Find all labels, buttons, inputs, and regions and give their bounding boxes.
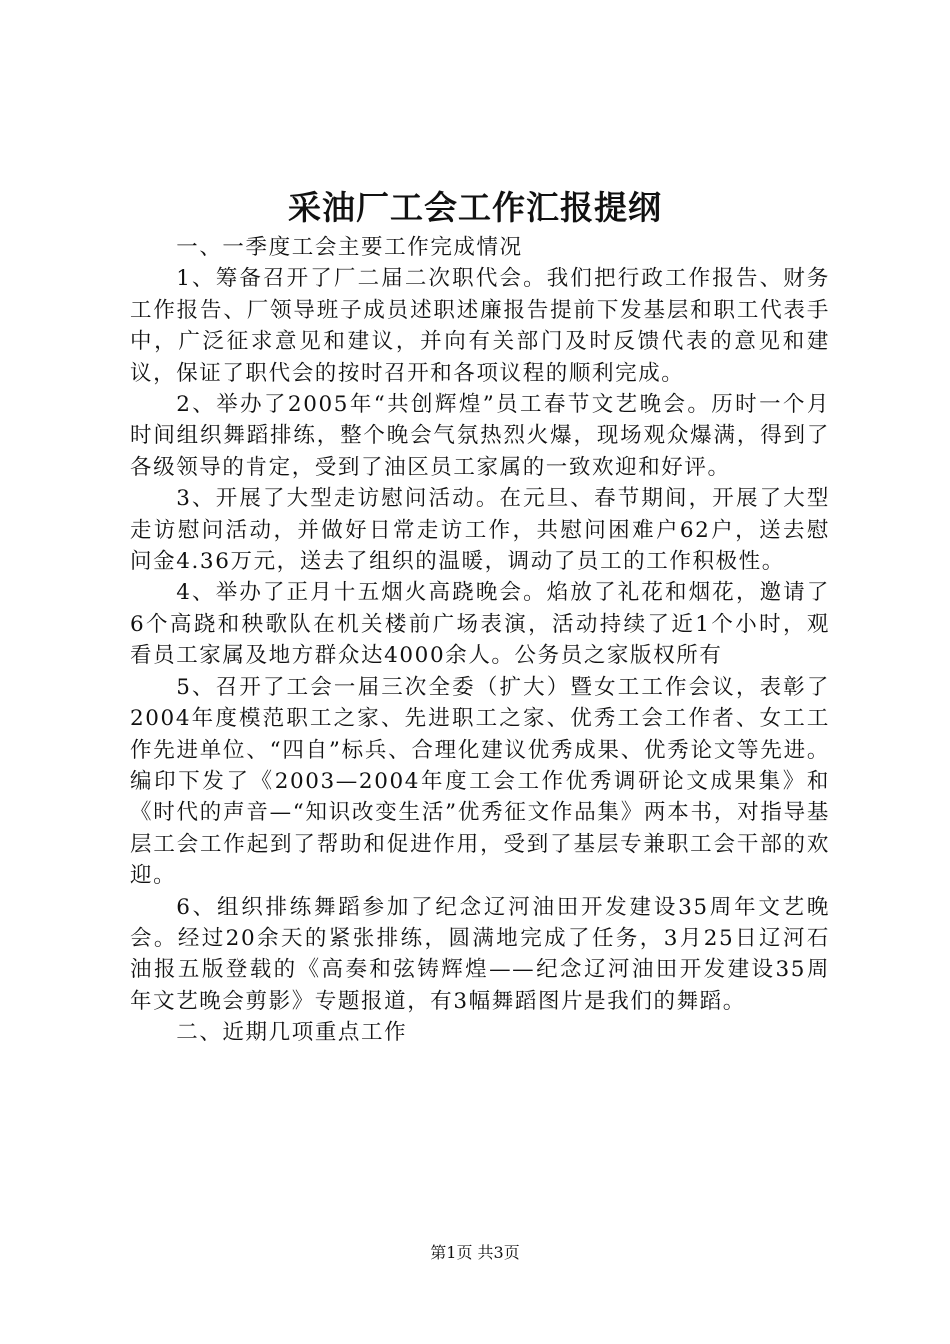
page-number-footer: 第1页 共3页 <box>430 1243 520 1262</box>
section-heading-1: 一、一季度工会主要工作完成情况 <box>176 235 523 260</box>
paragraph-6: 6、组织排练舞蹈参加了纪念辽河油田开发建设35周年文艺晚会。经过20余天的紧张排练，圆满地完成了任务，3月25日辽河石油报五版登载的《高奏和弦铸辉煌——纪念辽河油田开发建设35周年文艺晚会剪影》专题报道，有3幅舞蹈图片是我们的舞蹈。 <box>130 894 830 1014</box>
paragraph-5: 5、召开了工会一届三次全委（扩大）暨女工工作会议，表彰了2004年度模范职工之家、先进职工之家、优秀工会工作者、女工工作先进单位、“四自”标兵、合理化建议优秀成果、优秀论文等先进。编印下发了《2003—2004年度工会工作优秀调研论文成果集》和《时代的声音—“知识改变生活”优秀征文作品集》两本书，对指导基层工会工作起到了帮助和促进作用，受到了基层专兼职工会干部的欢迎。 <box>130 674 830 889</box>
paragraph-3: 3、开展了大型走访慰问活动。在元旦、春节期间，开展了大型走访慰问活动，并做好日常走访工作，共慰问困难户62户，送去慰问金4.36万元，送去了组织的温暖，调动了员工的工作积极性。 <box>130 486 830 575</box>
paragraph-4: 4、举办了正月十五烟火高跷晚会。焰放了礼花和烟花，邀请了6个高跷和秧歌队在机关楼前广场表演，活动持续了近1个小时，观看员工家属及地方群众达4000余人。公务员之家版权所有 <box>130 580 830 669</box>
section-heading-2: 二、近期几项重点工作 <box>176 1020 408 1046</box>
document-title: 采油厂工会工作汇报提纲 <box>288 188 662 227</box>
document-body <box>130 232 830 1049</box>
paragraph-1: 1、筹备召开了厂二届二次职代会。我们把行政工作报告、财务工作报告、厂领导班子成员述职述廉报告提前下发基层和职工代表手中，广泛征求意见和建议，并向有关部门及时反馈代表的意见和建议，保证了职代会的按时召开和各项议程的顺利完成。 <box>130 266 830 386</box>
paragraph-2: 2、举办了2005年“共创辉煌”员工春节文艺晚会。历时一个月时间组织舞蹈排练，整个晚会气氛热烈火爆，现场观众爆满，得到了各级领导的肯定，受到了油区员工家属的一致欢迎和好评。 <box>130 392 830 480</box>
